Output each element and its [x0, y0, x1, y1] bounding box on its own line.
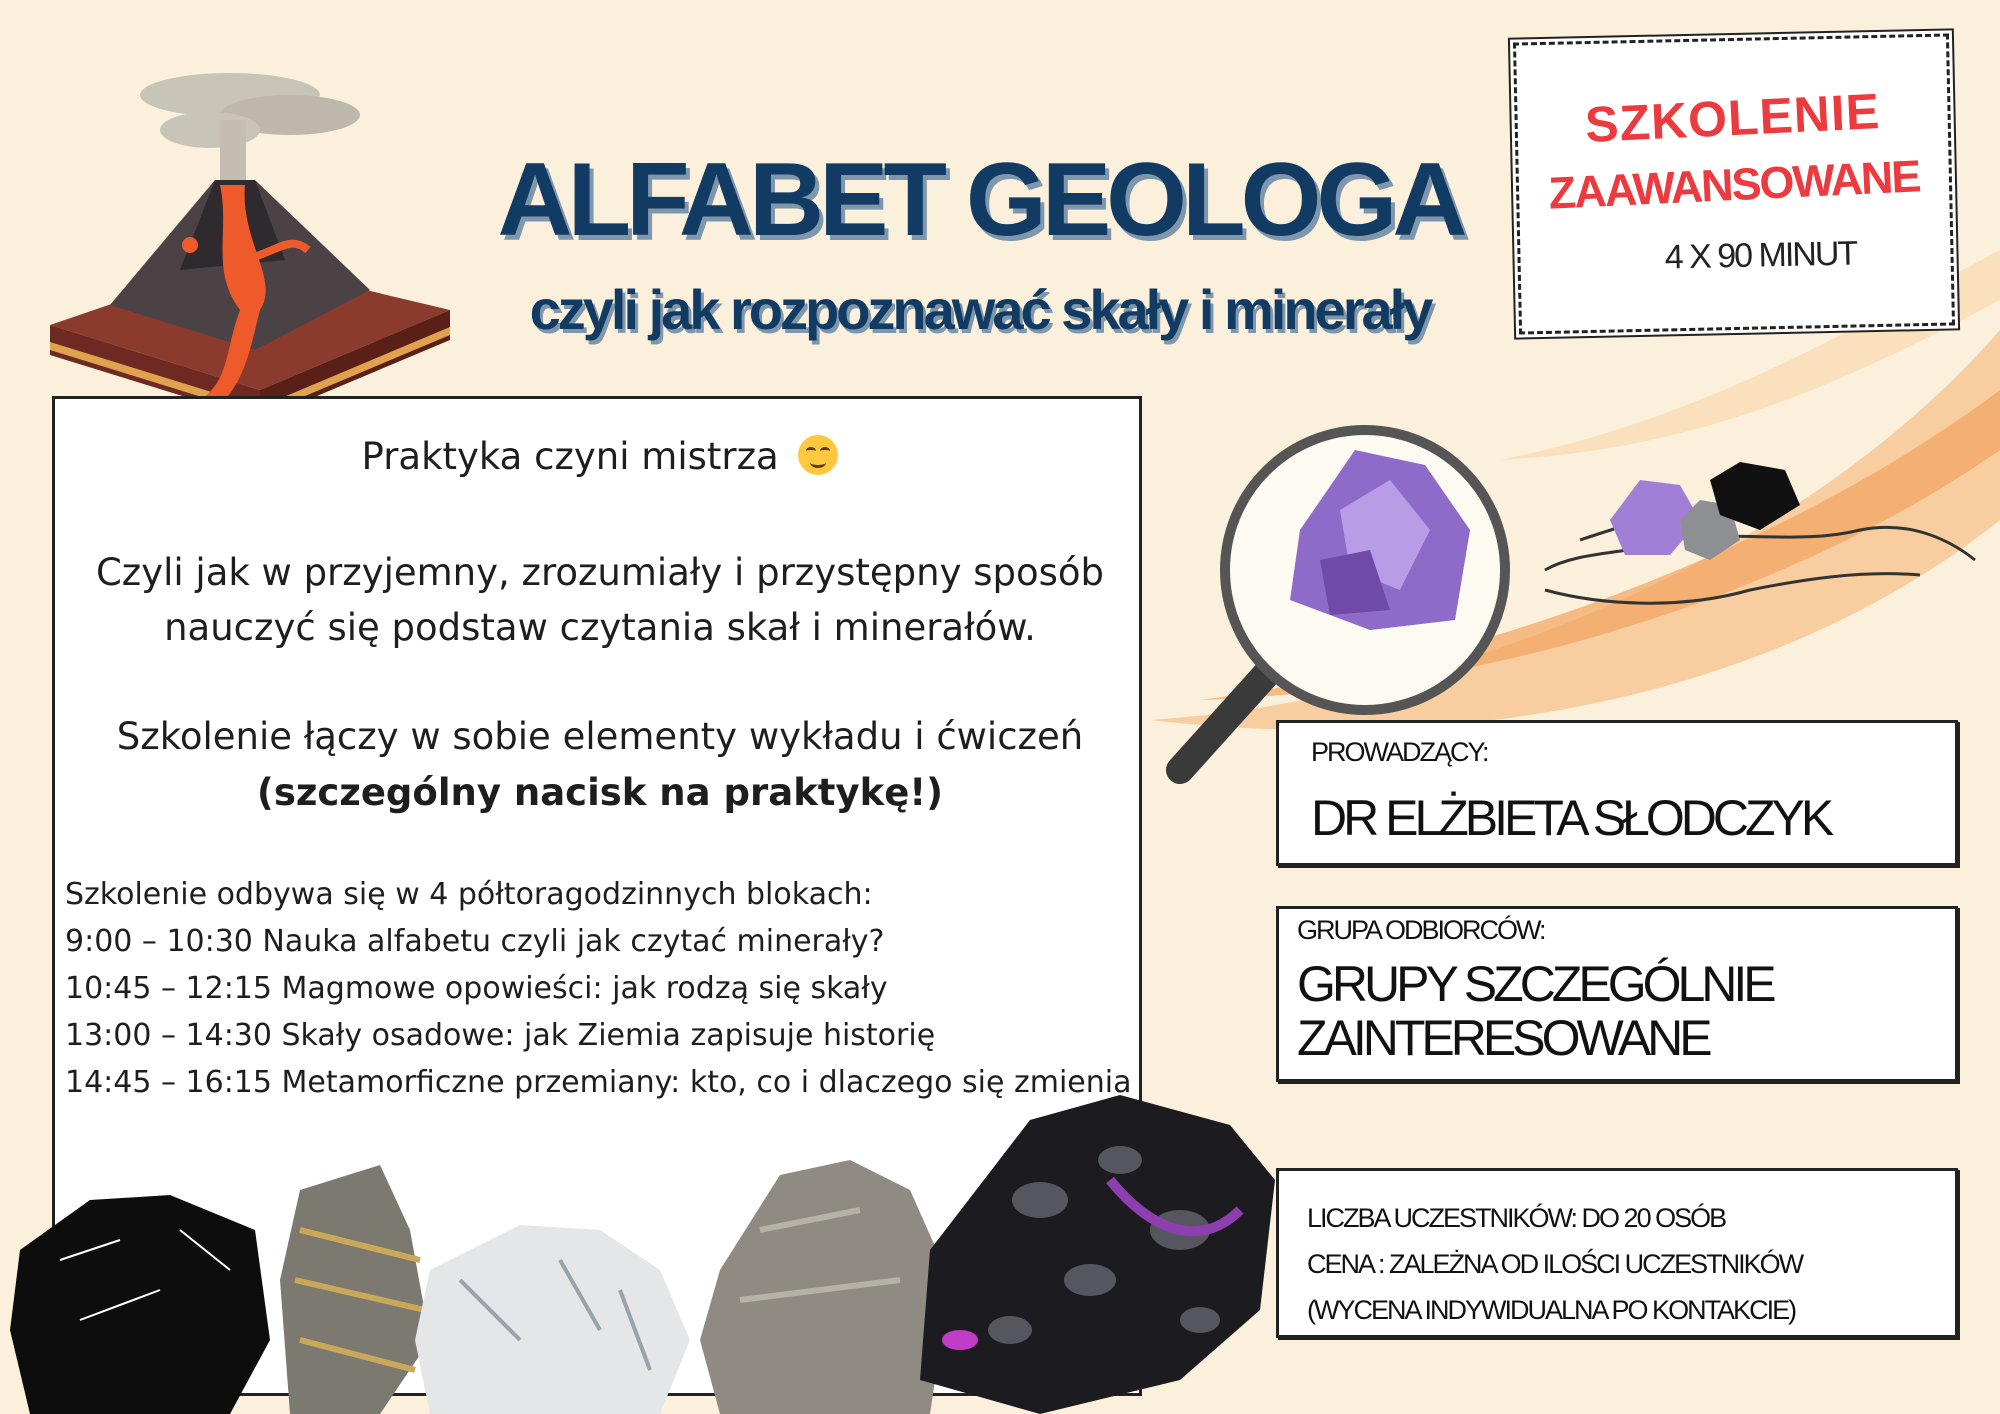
- host-name: DR ELŻBIETA SŁODCZYK: [1311, 790, 1831, 846]
- intro-paragraph: [55, 545, 1145, 655]
- format-line-2: (szczególny nacisk na praktykę!): [256, 771, 944, 814]
- practice-text: Praktyka czyni mistrza: [361, 435, 779, 478]
- smiling-face-icon: [798, 435, 838, 475]
- audience-box: [1276, 906, 1958, 1082]
- intro-line-1: Czyli jak w przyjemny, zrozumiały i przystępny sposób: [95, 551, 1105, 594]
- practice-line: [55, 435, 1145, 478]
- schedule-item: 9:00 – 10:30 Nauka alfabetu czyli jak czytać minerały?: [65, 924, 885, 959]
- stamp-line-1: SZKOLENIE: [1583, 83, 1882, 153]
- audience-line-2: ZAINTERESOWANE: [1297, 1010, 1709, 1066]
- page-subtitle: czyli jak rozpoznawać skały i minerały: [529, 278, 1431, 341]
- schedule-item: 14:45 – 16:15 Metamorficzne przemiany: kto, co i dlaczego się zmienia: [65, 1065, 1132, 1100]
- intro-line-2: nauczyć się podstaw czytania skał i minerałów.: [164, 606, 1036, 649]
- course-level-stamp: [1513, 33, 1955, 334]
- participants-limit: LICZBA UCZESTNIKÓW: DO 20 OSÓB: [1307, 1203, 1726, 1233]
- volcano-illustration: [40, 60, 460, 440]
- format-paragraph: [55, 709, 1145, 821]
- rocks-illustration: [0, 1080, 1280, 1414]
- details-box: [1276, 1168, 1958, 1338]
- hand-with-rocks-illustration: [1540, 460, 1980, 640]
- host-label: PROWADZĄCY:: [1311, 737, 1488, 767]
- schedule-item: 10:45 – 12:15 Magmowe opowieści: jak rodzą się skały: [65, 971, 888, 1006]
- format-line-1: Szkolenie łączy w sobie elementy wykładu i ćwiczeń: [116, 715, 1084, 758]
- stamp-duration: 4 X 90 MINUT: [1664, 234, 1857, 277]
- schedule-item: 13:00 – 14:30 Skały osadowe: jak Ziemia zapisuje historię: [65, 1018, 936, 1053]
- schedule-list: [65, 871, 1131, 1106]
- schedule-heading: Szkolenie odbywa się w 4 półtoragodzinnych blokach:: [65, 877, 873, 912]
- price-note: (WYCENA INDYWIDUALNA PO KONTAKCIE): [1307, 1295, 1796, 1325]
- page-title: ALFABET GEOLOGA: [497, 142, 1463, 258]
- audience-line-1: GRUPY SZCZEGÓLNIE: [1297, 956, 1773, 1012]
- audience-label: GRUPA ODBIORCÓW:: [1297, 915, 1545, 945]
- price-info: CENA : ZALEŻNA OD ILOŚCI UCZESTNIKÓW: [1307, 1249, 1803, 1279]
- stamp-line-2: ZAAWANSOWANE: [1547, 150, 1921, 219]
- host-box: [1276, 720, 1958, 866]
